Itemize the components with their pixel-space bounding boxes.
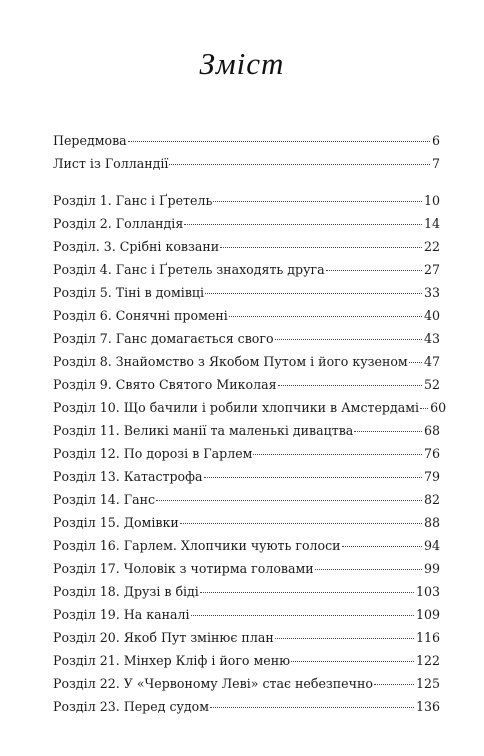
dot-leader: [275, 338, 422, 340]
toc-entry-label: Розділ 20. Якоб Пут змінює план: [53, 630, 274, 645]
toc-entry-chapter-20[interactable]: [53, 627, 440, 649]
dot-leader: [229, 315, 422, 317]
dot-leader: [204, 476, 422, 478]
toc-entry-letter[interactable]: [53, 153, 440, 175]
dot-leader: [128, 140, 430, 142]
dot-leader: [342, 545, 422, 547]
toc-entry-chapter-22[interactable]: [53, 673, 440, 695]
dot-leader: [191, 614, 414, 616]
toc-entry-page: 125: [415, 676, 440, 691]
toc-entry-chapter-13[interactable]: [53, 466, 440, 488]
toc-entry-chapter-14[interactable]: [53, 489, 440, 511]
toc-entry-chapter-1[interactable]: [53, 190, 440, 212]
toc-entry-page: 68: [423, 423, 440, 438]
toc-entry-page: 14: [423, 216, 440, 231]
toc-entry-page: 109: [415, 607, 440, 622]
toc-entry-label: Розділ 9. Свято Святого Миколая: [53, 377, 277, 392]
dot-leader: [278, 384, 422, 386]
toc-entry-page: 40: [423, 308, 440, 323]
toc-entry-label: Розділ 1. Ганс і Ґретель: [53, 193, 213, 208]
page-title: Зміст: [199, 46, 285, 81]
toc-entry-chapter-8[interactable]: [53, 351, 440, 373]
toc-entry-chapter-5[interactable]: [53, 282, 440, 304]
toc-entry-chapter-16[interactable]: [53, 535, 440, 557]
toc-entry-chapter-12[interactable]: [53, 443, 440, 465]
toc-entry-label: Передмова: [53, 133, 127, 148]
toc-entry-label: Розділ 10. Що бачили і робили хлопчики в Амстердамі: [53, 400, 420, 415]
dot-leader: [200, 591, 414, 593]
dot-leader: [374, 683, 414, 685]
dot-leader: [184, 223, 422, 225]
dot-leader: [210, 706, 414, 708]
toc-entry-chapter-4[interactable]: [53, 259, 440, 281]
toc-entry-chapter-15[interactable]: [53, 512, 440, 534]
toc-entry-page: 22: [423, 239, 440, 254]
toc-entry-label: Розділ. 3. Срібні ковзани: [53, 239, 220, 254]
toc-entry-chapter-2[interactable]: [53, 213, 440, 235]
toc-entry-label: Розділ 21. Мінхер Кліф і його меню: [53, 653, 291, 668]
toc-entry-chapter-10[interactable]: [53, 397, 447, 419]
toc-entry-chapter-21[interactable]: [53, 650, 440, 672]
toc-entry-label: Розділ 15. Домівки: [53, 515, 179, 530]
toc-entry-page: 52: [423, 377, 440, 392]
toc-entry-preface[interactable]: [53, 130, 440, 152]
toc-entry-page: 122: [415, 653, 440, 668]
toc-entry-page: 10: [423, 193, 440, 208]
toc-entry-label: Розділ 14. Ганс: [53, 492, 156, 507]
toc-entry-page: 27: [423, 262, 440, 277]
toc-entry-page: 76: [423, 446, 440, 461]
dot-leader: [156, 499, 422, 501]
toc-entry-chapter-17[interactable]: [53, 558, 440, 580]
toc-entry-label: Розділ 23. Перед судом: [53, 699, 210, 714]
toc-entry-label: Розділ 4. Ганс і Ґретель знаходять друга: [53, 262, 325, 277]
toc-entry-label: Розділ 5. Тіні в домівці: [53, 285, 205, 300]
toc-entry-page: 79: [423, 469, 440, 484]
toc-entry-page: 116: [415, 630, 440, 645]
toc-entry-chapter-11[interactable]: [53, 420, 440, 442]
toc-entry-page: 94: [423, 538, 440, 553]
toc-entry-chapter-3[interactable]: [53, 236, 440, 258]
toc-entry-chapter-7[interactable]: [53, 328, 440, 350]
toc-entry-page: 43: [423, 331, 440, 346]
toc-entry-label: Розділ 2. Голландія: [53, 216, 184, 231]
dot-leader: [213, 200, 422, 202]
toc-entry-page: 103: [415, 584, 440, 599]
toc-entry-label: Розділ 12. По дорозі в Гарлем: [53, 446, 253, 461]
toc-entry-page: 33: [423, 285, 440, 300]
toc-entry-label: Розділ 8. Знайомство з Якобом Путом і його кузеном: [53, 354, 408, 369]
toc-entry-label: Розділ 6. Сонячні промені: [53, 308, 228, 323]
toc-entry-label: Розділ 16. Гарлем. Хлопчики чують голоси: [53, 538, 341, 553]
toc-entry-label: Розділ 7. Ганс домагається свого: [53, 331, 274, 346]
dot-leader: [291, 660, 414, 662]
toc-entry-page: 82: [423, 492, 440, 507]
toc-entry-page: 136: [415, 699, 440, 714]
toc-entry-page: 7: [431, 156, 440, 171]
toc-entry-page: 88: [423, 515, 440, 530]
dot-leader: [354, 430, 422, 432]
toc-entry-page: 6: [431, 133, 440, 148]
toc-entry-label: Розділ 19. На каналі: [53, 607, 190, 622]
dot-leader: [220, 246, 422, 248]
toc-entry-page: 60: [430, 400, 447, 415]
toc-entry-label: Розділ 17. Чоловік з чотирма головами: [53, 561, 314, 576]
toc-entry-chapter-23[interactable]: [53, 696, 440, 718]
toc-entry-label: Розділ 13. Катастрофа: [53, 469, 203, 484]
dot-leader: [326, 269, 422, 271]
dot-leader: [409, 361, 422, 363]
dot-leader: [420, 407, 428, 409]
dot-leader: [205, 292, 422, 294]
dot-leader: [169, 163, 430, 165]
dot-leader: [180, 522, 422, 524]
toc-entry-label: Розділ 11. Великі манії та маленькі дивацтва: [53, 423, 354, 438]
toc-entry-chapter-18[interactable]: [53, 581, 440, 603]
toc-entry-page: 47: [423, 354, 440, 369]
toc-entry-chapter-9[interactable]: [53, 374, 440, 396]
toc-entry-page: 99: [423, 561, 440, 576]
toc-entry-label: Розділ 18. Друзі в біді: [53, 584, 199, 599]
toc-entry-label: Лист із Голландії: [53, 156, 169, 171]
toc-entry-label: Розділ 22. У «Червоному Леві» стає небезпечно: [53, 676, 373, 691]
dot-leader: [315, 568, 422, 570]
dot-leader: [253, 453, 422, 455]
dot-leader: [275, 637, 414, 639]
toc-entry-chapter-19[interactable]: [53, 604, 440, 626]
toc-entry-chapter-6[interactable]: [53, 305, 440, 327]
